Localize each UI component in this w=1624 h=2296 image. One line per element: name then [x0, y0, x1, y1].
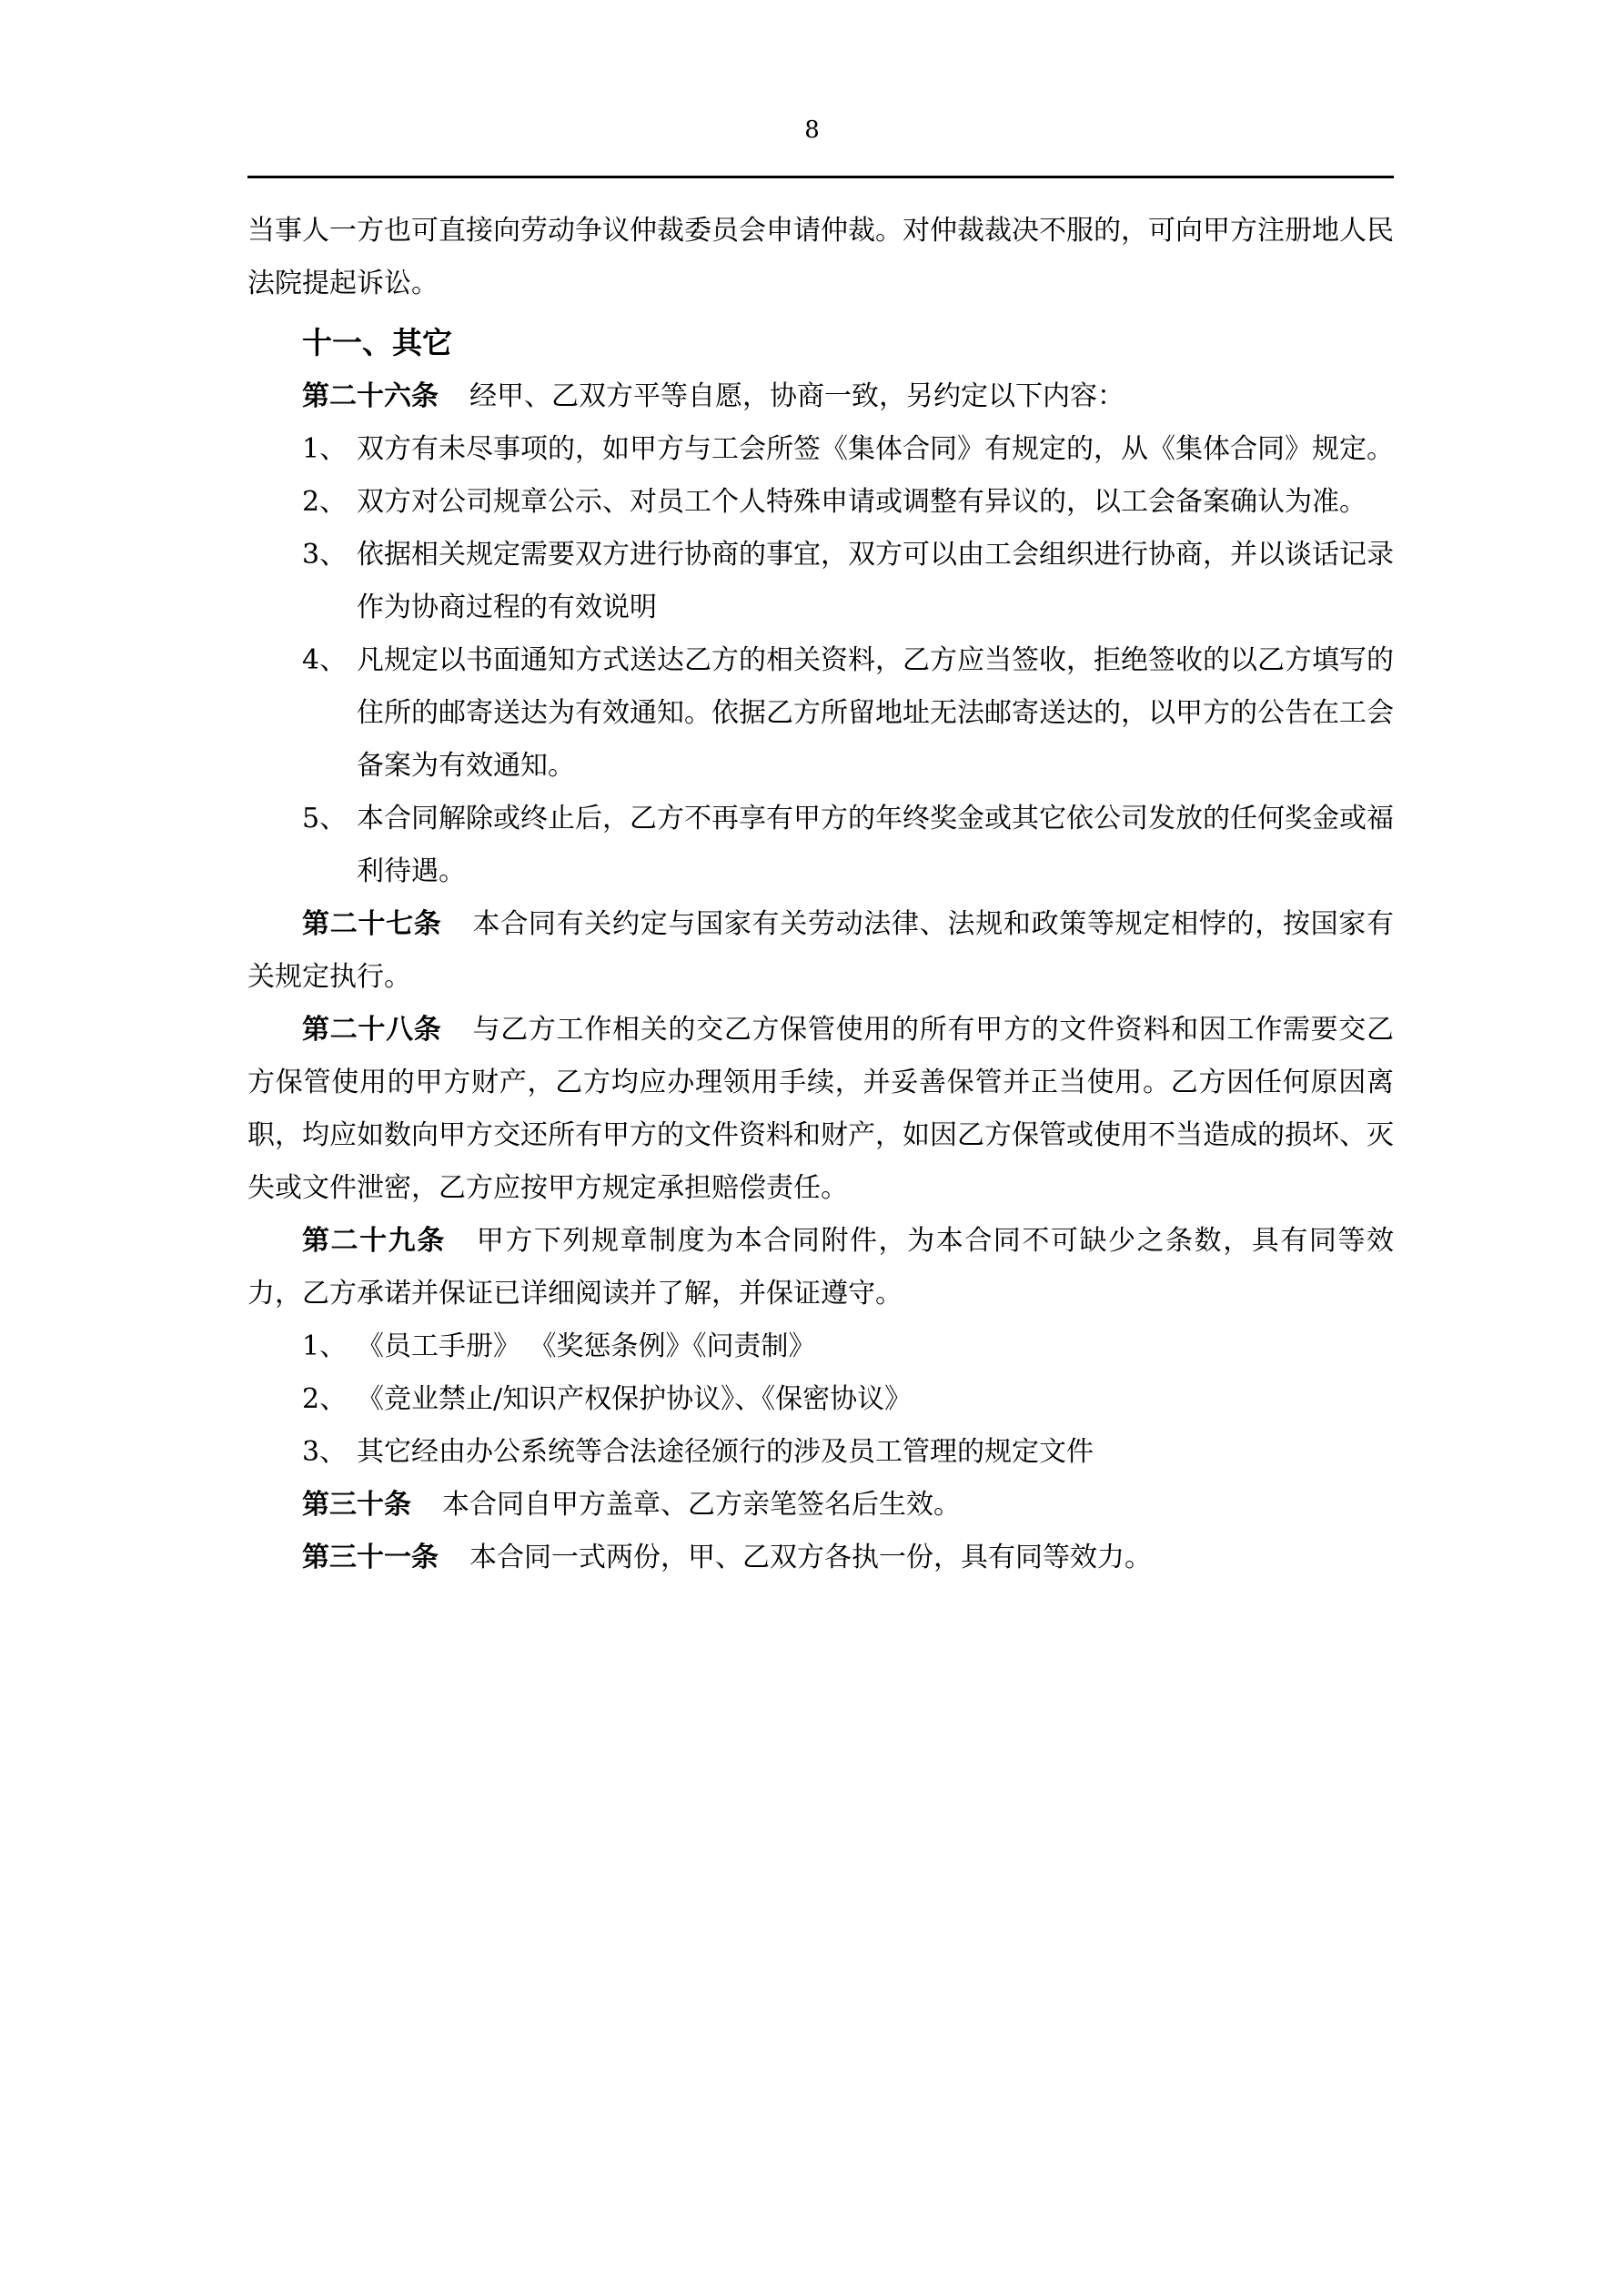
list-item-text: 其它经由办公系统等合法途径颁行的涉及员工管理的规定文件 — [357, 1436, 1094, 1468]
header-rule — [247, 176, 1394, 178]
article-26-list — [247, 423, 1394, 898]
list-item-number: 2、 — [302, 486, 348, 518]
article-29-title: 第二十九条 — [302, 1225, 446, 1257]
list-item — [247, 1373, 1394, 1426]
list-item — [247, 634, 1394, 793]
article-27 — [247, 898, 1394, 1004]
list-item-number: 1、 — [302, 1330, 348, 1362]
article-26-text: 经甲、乙双方平等自愿，协商一致，另约定以下内容： — [469, 380, 1125, 412]
list-item — [247, 1320, 1394, 1373]
article-29 — [247, 1215, 1394, 1320]
article-31-text: 本合同一式两份，甲、乙双方各执一份，具有同等效力。 — [469, 1542, 1152, 1573]
article-29-text: 甲方下列规章制度为本合同附件，为本合同不可缺少之条数，具有同等效力，乙方承诺并保证已详细阅读并了解，并保证遵守。 — [247, 1225, 1395, 1310]
opening-paragraph: 当事人一方也可直接向劳动争议仲裁委员会申请仲裁。对仲裁裁决不服的，可向甲方注册地人民法院提起诉讼。 — [247, 215, 1394, 299]
article-30-title: 第三十条 — [302, 1489, 411, 1521]
article-26-title: 第二十六条 — [302, 380, 439, 412]
list-item-number: 3、 — [302, 1436, 348, 1468]
list-item-text: 双方对公司规章公示、对员工个人特殊申请或调整有异议的，以工会备案确认为准。 — [357, 486, 1367, 518]
article-30 — [247, 1479, 1394, 1532]
list-item-number: 1、 — [302, 433, 348, 465]
list-item-number: 3、 — [302, 539, 348, 571]
article-27-title: 第二十七条 — [302, 908, 442, 940]
article-29-list — [247, 1320, 1394, 1479]
list-item-text: 本合同解除或终止后，乙方不再享有甲方的年终奖金或其它依公司发放的任何奖金或福利待遇。 — [357, 803, 1394, 887]
list-item-number: 5、 — [302, 803, 348, 834]
list-item — [247, 423, 1394, 476]
article-31 — [247, 1532, 1394, 1584]
section-heading: 十一、其它 — [302, 325, 452, 360]
list-item-text: 双方有未尽事项的，如甲方与工会所签《集体合同》有规定的，从《集体合同》规定。 — [357, 433, 1394, 465]
list-item — [247, 1426, 1394, 1479]
list-item — [247, 793, 1394, 898]
article-28 — [247, 1004, 1394, 1215]
article-27-text: 本合同有关约定与国家有关劳动法律、法规和政策等规定相悖的，按国家有关规定执行。 — [247, 908, 1395, 993]
list-item-text: 依据相关规定需要双方进行协商的事宜，双方可以由工会组织进行协商，并以谈话记录作为协商过程的有效说明 — [357, 539, 1394, 623]
list-item — [247, 476, 1394, 529]
page-number: 8 — [804, 116, 820, 144]
article-26 — [247, 370, 1394, 423]
list-item-text: 《竞业禁止/知识产权保护协议》、《保密协议》 — [357, 1383, 913, 1415]
article-28-title: 第二十八条 — [302, 1014, 442, 1046]
document-body — [247, 205, 1394, 1584]
list-item-text: 《员工手册》 《奖惩条例》《问责制》 — [357, 1330, 816, 1362]
article-28-text: 与乙方工作相关的交乙方保管使用的所有甲方的文件资料和因工作需要交乙方保管使用的甲方财产，乙方均应办理领用手续，并妥善保管并正当使用。乙方因任何原因离职，均应如数向甲方交还所有甲方的文件资料和财产，如因乙方保管或使用不当造成的损坏、灭失或文件泄密，乙方应按甲方规定承担赔偿责任。 — [247, 1014, 1395, 1204]
list-item-text: 凡规定以书面通知方式送达乙方的相关资料，乙方应当签收，拒绝签收的以乙方填写的住所的邮寄送达为有效通知。依据乙方所留地址无法邮寄送达的，以甲方的公告在工会备案为有效通知。 — [357, 644, 1394, 782]
list-item-number: 2、 — [302, 1383, 348, 1415]
article-31-title: 第三十一条 — [302, 1542, 439, 1573]
list-item — [247, 529, 1394, 634]
article-30-text: 本合同自甲方盖章、乙方亲笔签名后生效。 — [442, 1489, 961, 1521]
list-item-number: 4、 — [302, 644, 348, 676]
